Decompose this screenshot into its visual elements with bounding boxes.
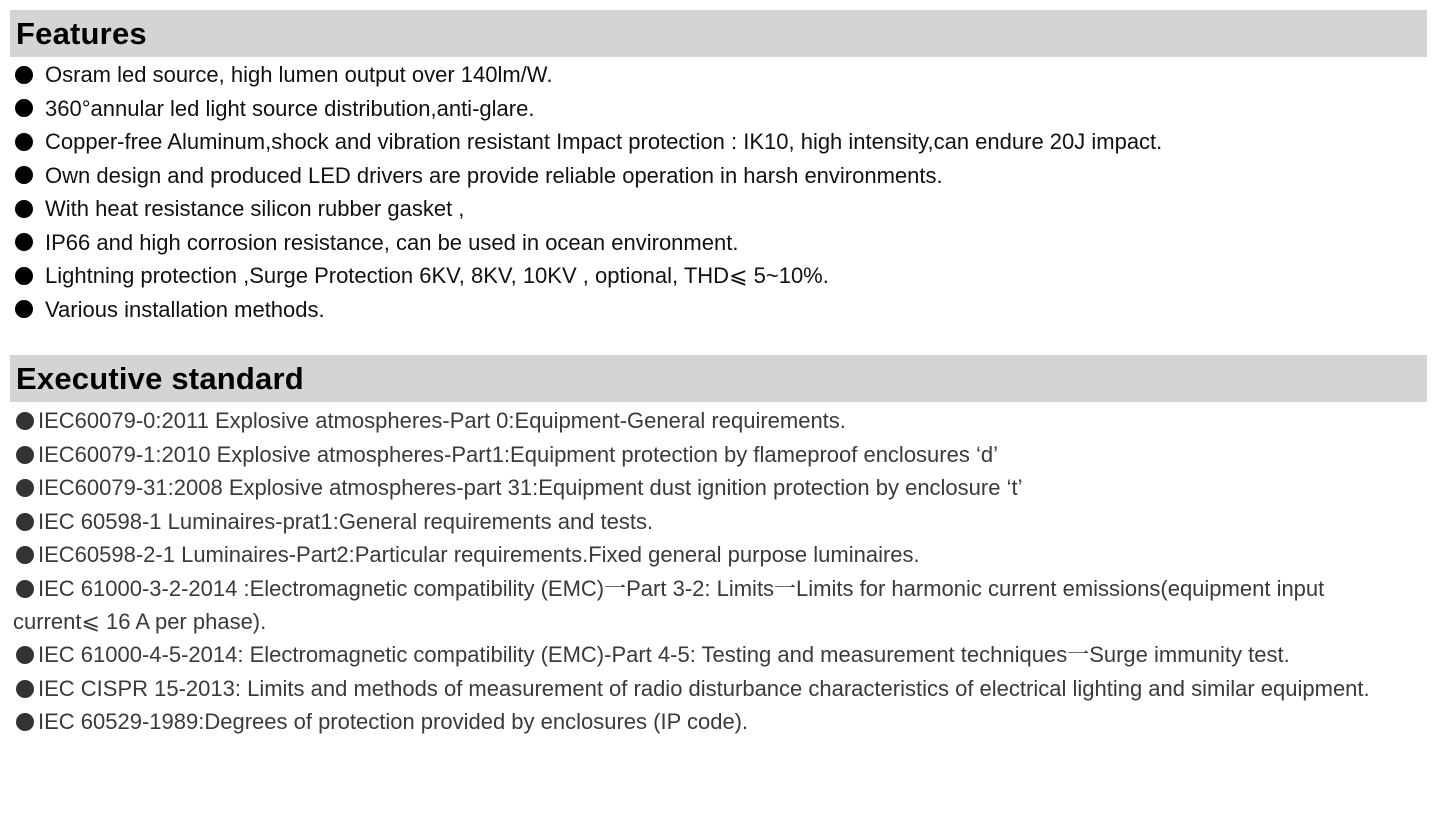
bullet-icon <box>15 200 33 218</box>
feature-text: IP66 and high corrosion resistance, can be used in ocean environment. <box>45 229 739 255</box>
feature-item <box>15 92 1162 126</box>
standard-text: IEC60079-0:2011 Explosive atmospheres-Part 0:Equipment-General requirements. <box>38 408 846 433</box>
standard-text: IEC CISPR 15-2013: Limits and methods of measurement of radio disturbance characteristics of electrical lighting and similar equipment. <box>38 675 1370 701</box>
bullet-icon <box>16 546 34 564</box>
bullet-icon <box>16 713 34 731</box>
standard-text: IEC 60598-1 Luminaires-prat1:General requirements and tests. <box>38 508 654 534</box>
standard-item <box>13 404 1413 437</box>
standards-title: Executive standard <box>16 360 304 396</box>
feature-item <box>15 58 1162 92</box>
features-list <box>15 58 1162 326</box>
feature-text: Copper-free Aluminum,shock and vibration resistant Impact protection : IK10, high intensity,can endure 20J impact. <box>45 129 1163 154</box>
bullet-icon <box>16 646 34 664</box>
bullet-icon <box>15 166 33 184</box>
feature-text: With heat resistance silicon rubber gasket , <box>45 196 465 221</box>
bullet-icon <box>15 133 33 151</box>
feature-item <box>15 159 1162 193</box>
bullet-icon <box>16 412 34 430</box>
bullet-icon <box>16 680 34 698</box>
bullet-icon <box>15 66 33 84</box>
standard-item <box>13 471 1413 504</box>
feature-item <box>15 293 1162 327</box>
feature-text: Lightning protection ,Surge Protection 6KV, 8KV, 10KV , optional, THD⩽ 5~10%. <box>45 263 829 288</box>
bullet-icon <box>15 300 33 318</box>
feature-text: Osram led source, high lumen output over 140lm/W. <box>45 62 553 87</box>
feature-text: 360°annular led light source distribution,anti-glare. <box>45 95 535 121</box>
standard-text: IEC60079-1:2010 Explosive atmospheres-Part1:Equipment protection by flameproof enclosures ‘d’ <box>38 441 998 467</box>
standard-text: IEC 60529-1989:Degrees of protection provided by enclosures (IP code). <box>38 709 749 734</box>
standard-item <box>13 438 1413 471</box>
bullet-icon <box>16 580 34 598</box>
standard-item <box>13 505 1413 538</box>
standard-item <box>13 572 1413 638</box>
features-header <box>10 10 1427 57</box>
feature-text: Various installation methods. <box>45 296 325 322</box>
standard-text: IEC60598-2-1 Luminaires-Part2:Particular requirements.Fixed general purpose luminaires. <box>38 542 920 567</box>
feature-item <box>15 226 1162 260</box>
standard-text: IEC 61000-4-5-2014: Electromagnetic compatibility (EMC)-Part 4-5: Testing and measurement techniques一Surge immunity test. <box>38 642 1290 667</box>
standard-item <box>13 672 1413 705</box>
bullet-icon <box>15 233 33 251</box>
standards-list <box>13 404 1413 739</box>
standard-item <box>13 638 1413 671</box>
standard-item <box>13 705 1413 738</box>
bullet-icon <box>16 479 34 497</box>
feature-item <box>15 125 1162 159</box>
bullet-icon <box>15 267 33 285</box>
standard-text: IEC 61000-3-2-2014 :Electromagnetic compatibility (EMC)一Part 3-2: Limits一Limits for harmonic current emissions(equipment input current⩽ 16 A per phase). <box>13 575 1325 634</box>
feature-item <box>15 259 1162 293</box>
feature-item <box>15 192 1162 226</box>
standards-header <box>10 355 1427 402</box>
features-title: Features <box>16 15 147 51</box>
bullet-icon <box>15 99 33 117</box>
standard-text: IEC60079-31:2008 Explosive atmospheres-part 31:Equipment dust ignition protection by enclosure ‘t’ <box>38 475 1023 500</box>
feature-text: Own design and produced LED drivers are provide reliable operation in harsh environments. <box>45 162 943 188</box>
bullet-icon <box>16 446 34 464</box>
standard-item <box>13 538 1413 571</box>
bullet-icon <box>16 513 34 531</box>
